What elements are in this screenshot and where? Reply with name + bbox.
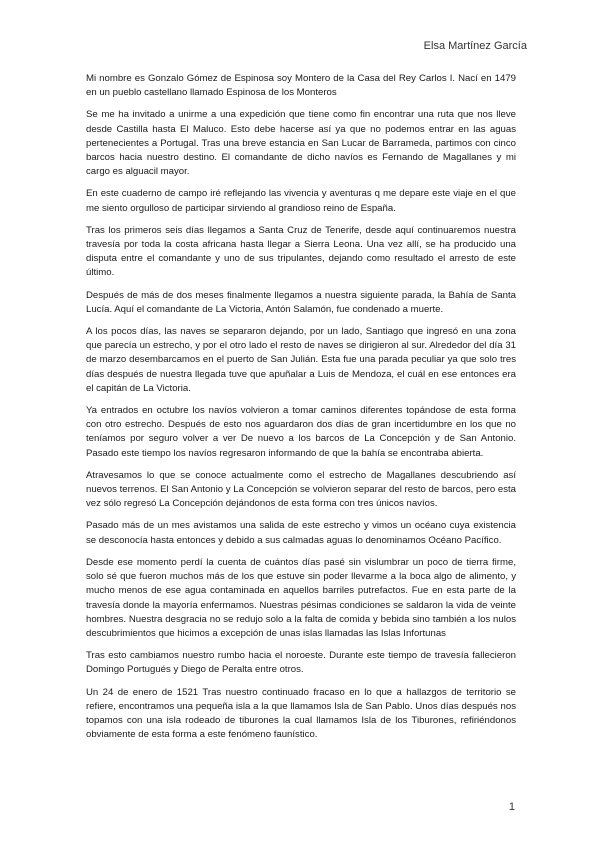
paragraph-6: A los pocos días, las naves se separaron dejando, por un lado, Santiago que ingresó en una zona que parecía un estrecho, y por el otro lado el resto de naves se dirigieron al sur. Alrededor del día 31 de marzo desembarcamos en el puerto de San Julián. Esta fue una parada peculiar ya que solo tres días después de nuestra llegada tuve que apuñalar a Luis de Mendoza, el cuál en ese entonces era el capitán de La Victoria. <box>86 326 516 394</box>
paragraph-4: Tras los primeros seis días llegamos a Santa Cruz de Tenerife, desde aquí continuaremos nuestra travesía por toda la costa africana hasta llegar a Sierra Leona. Una vez allí, se ha producido una disputa entre el comandante y uno de sus tripulantes, dejando como resultado el arresto de este último. <box>86 224 516 279</box>
header-author: Elsa Martínez García <box>423 40 527 52</box>
paragraph-10: Desde ese momento perdí la cuenta de cuántos días pasé sin vislumbrar un poco de tierra firme, solo sé que fueron muchos más de los que estuve sin poder llevarme a la boca algo de alimento, y mucho menos de ese agua contaminada en aquellos barriles putrefactos. Fue en esta parte de la travesía donde la mayoría enfermamos. Nuestras pésimas condiciones se saldaron la vida de veinte hombres. Nuestra desgracia no se redujo solo a la falta de comida y bebida sino también a los nulos descubrimientos que hicimos a excepción de unas islas llamadas las Islas Infortunas <box>86 556 516 639</box>
paragraph-2: Se me ha invitado a unirme a una expedición que tiene como fin encontrar una ruta que nos lleve desde Castilla hasta El Maluco. Esto debe hacerse así ya que no podemos entrar en las aguas pertenecientes a Portugal. Tras una breve estancia en San Lucar de Barrameda, partimos con cinco barcos hacia nuestro destino. El comandante de dicho navíos es Fernando de Magallanes y mi cargo es alguacil mayor. <box>86 109 516 178</box>
paragraph-11: Tras esto cambiamos nuestro rumbo hacia el noroeste. Durante este tiempo de travesía fallecieron Domingo Portugués y Diego de Peralta entre otros. <box>86 650 516 676</box>
paragraph-3: En este cuaderno de campo iré reflejando las vivencia y aventuras q me depare este viaje en el que me siento orgulloso de participar sirviendo al grandioso reino de España. <box>86 188 516 214</box>
paragraph-12: Un 24 de enero de 1521 Tras nuestro continuado fracaso en lo que a hallazgos de territorio se refiere, encontramos una pequeña isla a la que llamamos Isla de San Pablo. Unos días después nos topamos con una isla rodeado de tiburones la cual llamamos Isla de los Tiburones, refiriéndonos obviamente de esta forma a este fenómeno faunístico. <box>86 686 516 741</box>
paragraph-7: Ya entrados en octubre los navíos volvieron a tomar caminos diferentes topándose de esta forma con otro estrecho. Después de esto nos aguardaron dos días de gran incertidumbre en los que no teníamos por seguro volver a ver De nuevo a los barcos de La Concepción y de San Antonio. Pasado este tiempo los navíos regresaron informando de que la bahía se encontraba abierta. <box>86 405 516 459</box>
paragraph-8: Atravesamos lo que se conoce actualmente como el estrecho de Magallanes descubriendo así nuevos terrenos. El San Antonio y La Concepción se volvieron separar del resto de barcos, pero esta vez sólo regresó La Concepción dejándonos de esta forma con tres únicos navíos. <box>86 469 516 510</box>
paragraph-9: Pasado más de un mes avistamos una salida de este estrecho y vimos un océano cuya existencia se desconocía hasta entonces y debido a sus calmadas aguas lo denominamos Océano Pacífico. <box>86 520 516 546</box>
paragraph-5: Después de más de dos meses finalmente llegamos a nuestra siguiente parada, la Bahía de Santa Lucía. Aquí el comandante de La Victoria, Antón Salamón, fue condenado a muerte. <box>86 289 516 315</box>
page-number: 1 <box>508 801 515 813</box>
paragraph-1: Mi nombre es Gonzalo Gómez de Espinosa soy Montero de la Casa del Rey Carlos I. Nací en 1479 en un pueblo castellano llamado Espinosa de los Monteros <box>86 73 516 99</box>
document-body <box>86 72 516 750</box>
